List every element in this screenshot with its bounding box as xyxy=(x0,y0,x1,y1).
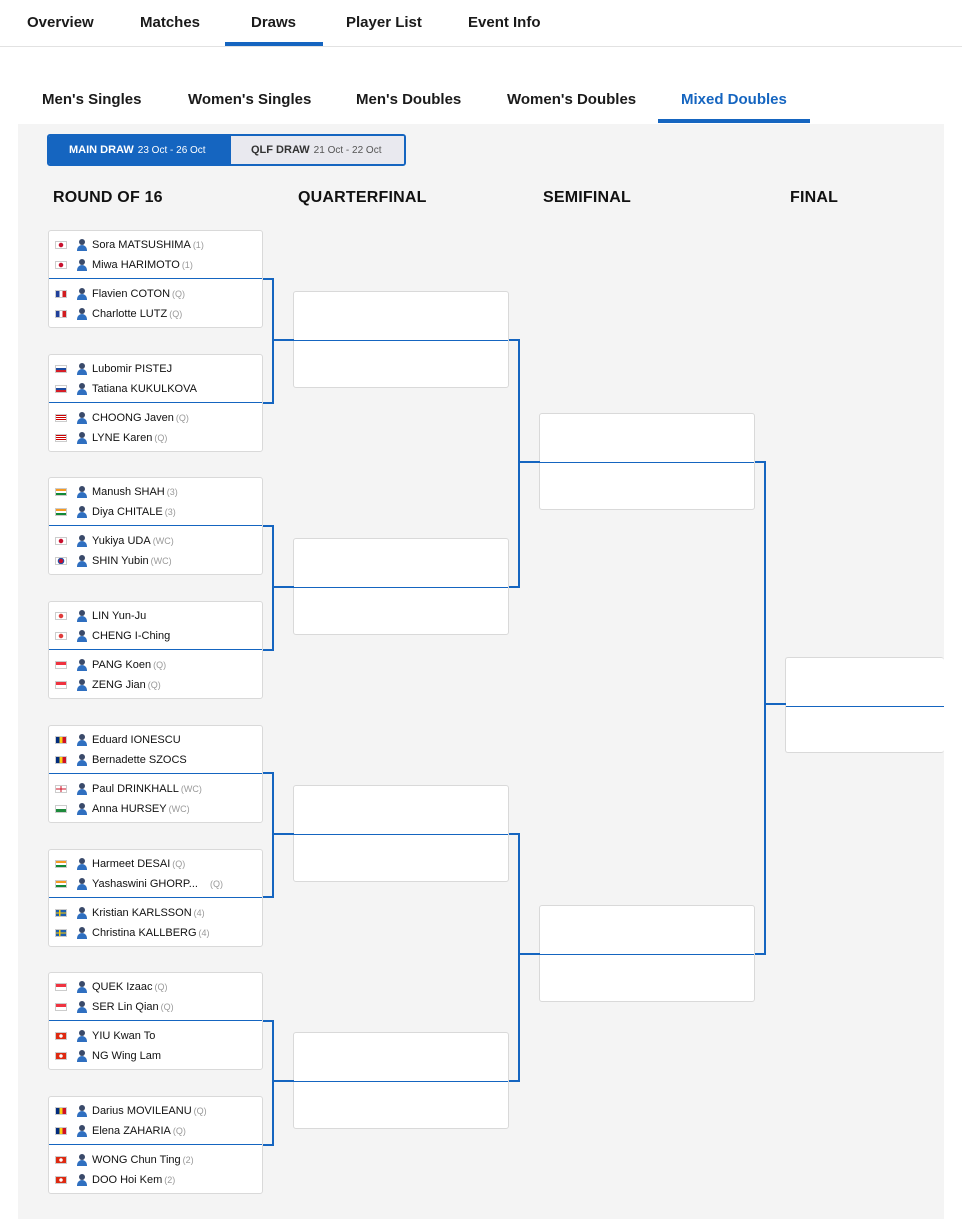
player-avatar-icon xyxy=(77,907,87,919)
player-row[interactable] xyxy=(49,750,262,770)
player-avatar-icon xyxy=(77,383,87,395)
card-divider xyxy=(49,525,262,526)
bracket-connector xyxy=(272,339,294,341)
flag-icon xyxy=(55,756,67,764)
bracket-connector xyxy=(518,953,540,955)
player-row[interactable] xyxy=(49,235,262,255)
card-divider xyxy=(49,402,262,403)
round-of-16-match-3[interactable] xyxy=(48,477,263,575)
player-row[interactable] xyxy=(49,482,262,502)
flag-icon xyxy=(55,557,67,565)
player-avatar-icon xyxy=(77,308,87,320)
round-of-16-match-6[interactable] xyxy=(48,849,263,947)
quarterfinal-match-3[interactable] xyxy=(293,785,509,882)
player-row[interactable] xyxy=(49,655,262,675)
flag-icon xyxy=(55,508,67,516)
player-name: Bernadette SZOCS xyxy=(92,754,187,766)
player-row[interactable] xyxy=(49,997,262,1017)
team-top xyxy=(49,854,262,894)
player-row[interactable] xyxy=(49,626,262,646)
player-name: Charlotte LUTZ xyxy=(92,308,168,320)
player-seed: (WC) xyxy=(150,556,172,566)
player-avatar-icon xyxy=(77,610,87,622)
player-avatar-icon xyxy=(77,1154,87,1166)
player-avatar-icon xyxy=(77,239,87,251)
player-seed: (4) xyxy=(198,928,210,938)
flag-icon xyxy=(55,736,67,744)
player-name: Eduard IONESCU xyxy=(92,734,181,746)
player-name: PANG Koen xyxy=(92,659,152,671)
semifinal-match-2[interactable] xyxy=(539,905,755,1002)
flag-icon xyxy=(55,929,67,937)
player-name: CHENG I-Ching xyxy=(92,630,171,642)
main-draw-dates: 23 Oct - 26 Oct xyxy=(137,144,206,156)
player-avatar-icon xyxy=(77,803,87,815)
event-tabs xyxy=(0,80,962,124)
player-avatar-icon xyxy=(77,259,87,271)
flag-icon xyxy=(55,261,67,269)
team-bottom xyxy=(49,779,262,819)
quarterfinal-match-2[interactable] xyxy=(293,538,509,635)
flag-icon xyxy=(55,365,67,373)
player-row[interactable] xyxy=(49,779,262,799)
semifinal-match-1[interactable] xyxy=(539,413,755,510)
tab-mens-singles[interactable]: Men's Singles xyxy=(42,91,142,108)
player-row[interactable] xyxy=(49,284,262,304)
player-name: WONG Chun Ting xyxy=(92,1154,181,1166)
flag-icon xyxy=(55,860,67,868)
player-name: YIU Kwan To xyxy=(92,1030,156,1042)
bracket-connector xyxy=(272,525,274,651)
tab-mixed-doubles[interactable]: Mixed Doubles xyxy=(681,91,787,108)
flag-icon xyxy=(55,1107,67,1115)
player-row[interactable] xyxy=(49,1170,262,1190)
main-draw-label: MAIN DRAW xyxy=(69,144,134,156)
player-name: Miwa HARIMOTO xyxy=(92,259,180,271)
player-avatar-icon xyxy=(77,506,87,518)
player-row[interactable] xyxy=(49,977,262,997)
player-avatar-icon xyxy=(77,1105,87,1117)
player-name: Anna HURSEY xyxy=(92,803,167,815)
player-avatar-icon xyxy=(77,486,87,498)
team-bottom xyxy=(49,655,262,695)
flag-icon xyxy=(55,1003,67,1011)
player-seed: (2) xyxy=(182,1155,194,1165)
bracket-connector xyxy=(518,833,520,1082)
tab-womens-singles[interactable]: Women's Singles xyxy=(188,91,312,108)
player-avatar-icon xyxy=(77,1174,87,1186)
player-seed: (3) xyxy=(164,507,176,517)
player-seed: (Q) xyxy=(147,680,161,690)
player-row[interactable] xyxy=(49,408,262,428)
player-avatar-icon xyxy=(77,1001,87,1013)
player-avatar-icon xyxy=(77,1030,87,1042)
player-seed: (WC) xyxy=(152,536,174,546)
flag-icon xyxy=(55,241,67,249)
player-seed: (Q) xyxy=(169,309,183,319)
round-of-16-match-4[interactable] xyxy=(48,601,263,699)
player-row[interactable] xyxy=(49,304,262,324)
player-name: SER Lin Qian xyxy=(92,1001,159,1013)
player-name: Yukiya UDA xyxy=(92,535,151,547)
bracket-connector xyxy=(272,833,294,835)
player-name: LIN Yun-Ju xyxy=(92,610,147,622)
player-name: Yashaswini GHORP... xyxy=(92,878,198,890)
player-seed: (4) xyxy=(193,908,205,918)
player-avatar-icon xyxy=(77,858,87,870)
player-avatar-icon xyxy=(77,927,87,939)
player-seed: (Q) xyxy=(209,879,223,889)
flag-icon xyxy=(55,310,67,318)
player-avatar-icon xyxy=(77,432,87,444)
player-seed: (1) xyxy=(192,240,204,250)
round-of-16-match-7[interactable] xyxy=(48,972,263,1070)
flag-icon xyxy=(55,1032,67,1040)
bracket-connector xyxy=(518,461,540,463)
player-row[interactable] xyxy=(49,730,262,750)
bracket-connector xyxy=(764,461,766,955)
player-avatar-icon xyxy=(77,679,87,691)
flag-icon xyxy=(55,1176,67,1184)
team-bottom xyxy=(49,284,262,324)
player-row[interactable] xyxy=(49,551,262,571)
round-title-r16: ROUND OF 16 xyxy=(53,189,163,206)
round-title-sf: SEMIFINAL xyxy=(543,189,632,206)
card-divider xyxy=(49,773,262,774)
player-name: Lubomir PISTEJ xyxy=(92,363,173,375)
player-seed: (Q) xyxy=(193,1106,207,1116)
player-seed: (Q) xyxy=(175,413,189,423)
card-divider xyxy=(49,1144,262,1145)
player-name: LYNE Karen xyxy=(92,432,153,444)
player-name: SHIN Yubin xyxy=(92,555,149,567)
bracket-connector xyxy=(272,1020,274,1146)
flag-icon xyxy=(55,612,67,620)
flag-icon xyxy=(55,290,67,298)
main-draw-button[interactable] xyxy=(49,136,231,164)
player-seed: (Q) xyxy=(154,982,168,992)
top-nav xyxy=(0,0,962,47)
flag-icon xyxy=(55,661,67,669)
player-name: Kristian KARLSSON xyxy=(92,907,192,919)
qlf-draw-label: QLF DRAW xyxy=(251,144,310,156)
round-of-16-match-5[interactable] xyxy=(48,725,263,823)
player-avatar-icon xyxy=(77,878,87,890)
card-divider xyxy=(49,649,262,650)
player-row[interactable] xyxy=(49,854,262,874)
tab-draws[interactable]: Draws xyxy=(251,14,297,31)
player-avatar-icon xyxy=(77,288,87,300)
player-name: Manush SHAH xyxy=(92,486,165,498)
flag-icon xyxy=(55,983,67,991)
player-name: Darius MOVILEANU xyxy=(92,1105,192,1117)
player-name: Sora MATSUSHIMA xyxy=(92,239,191,251)
player-avatar-icon xyxy=(77,981,87,993)
tab-mens-doubles[interactable]: Men's Doubles xyxy=(356,91,462,108)
team-bottom xyxy=(49,408,262,448)
player-row[interactable] xyxy=(49,874,262,894)
flag-icon xyxy=(55,488,67,496)
team-bottom xyxy=(49,531,262,571)
flag-icon xyxy=(55,681,67,689)
flag-icon xyxy=(55,1156,67,1164)
team-bottom xyxy=(49,1026,262,1066)
card-divider xyxy=(49,278,262,279)
team-top xyxy=(49,730,262,770)
bracket-connector xyxy=(272,278,274,404)
player-avatar-icon xyxy=(77,630,87,642)
player-name: QUEK Izaac xyxy=(92,981,153,993)
player-row[interactable] xyxy=(49,1046,262,1066)
player-name: Flavien COTON xyxy=(92,288,171,300)
player-seed: (Q) xyxy=(153,660,167,670)
active-tab-indicator xyxy=(225,42,323,46)
player-name: NG Wing Lam xyxy=(92,1050,162,1062)
round-of-16-match-2[interactable] xyxy=(48,354,263,452)
quarterfinal-match-4[interactable] xyxy=(293,1032,509,1129)
tab-player-list[interactable]: Player List xyxy=(346,14,422,31)
player-row[interactable] xyxy=(49,675,262,695)
team-top xyxy=(49,606,262,646)
player-avatar-icon xyxy=(77,1050,87,1062)
flag-icon xyxy=(55,632,67,640)
player-name: Christina KALLBERG xyxy=(92,927,197,939)
bracket-connector xyxy=(272,1080,294,1082)
team-top xyxy=(49,977,262,1017)
player-avatar-icon xyxy=(77,734,87,746)
flag-icon xyxy=(55,1127,67,1135)
player-avatar-icon xyxy=(77,1125,87,1137)
player-seed: (3) xyxy=(166,487,178,497)
quarterfinal-match-1[interactable] xyxy=(293,291,509,388)
team-top xyxy=(49,482,262,522)
player-row[interactable] xyxy=(49,923,262,943)
final-match[interactable] xyxy=(785,657,944,753)
bracket-connector xyxy=(518,339,520,588)
player-row[interactable] xyxy=(49,903,262,923)
team-top xyxy=(49,359,262,399)
player-avatar-icon xyxy=(77,783,87,795)
flag-icon xyxy=(55,385,67,393)
player-avatar-icon xyxy=(77,555,87,567)
qlf-draw-button[interactable] xyxy=(231,136,404,164)
flag-icon xyxy=(55,805,67,813)
flag-icon xyxy=(55,1052,67,1060)
qlf-draw-dates: 21 Oct - 22 Oct xyxy=(313,144,382,156)
bracket-connector xyxy=(764,703,786,705)
player-name: Tatiana KUKULKOVA xyxy=(92,383,197,395)
active-subtab-indicator xyxy=(658,119,810,123)
player-seed: (WC) xyxy=(180,784,202,794)
player-row[interactable] xyxy=(49,1026,262,1046)
player-row[interactable] xyxy=(49,1121,262,1141)
round-title-qf: QUARTERFINAL xyxy=(298,189,427,206)
tab-womens-doubles[interactable]: Women's Doubles xyxy=(507,91,637,108)
player-row[interactable] xyxy=(49,799,262,819)
round-of-16-match-1[interactable] xyxy=(48,230,263,328)
flag-icon xyxy=(55,414,67,422)
player-seed: (Q) xyxy=(172,859,186,869)
player-row[interactable] xyxy=(49,1150,262,1170)
team-top xyxy=(49,235,262,275)
player-row[interactable] xyxy=(49,531,262,551)
player-seed: (Q) xyxy=(172,1126,186,1136)
player-avatar-icon xyxy=(77,535,87,547)
tab-overview[interactable]: Overview xyxy=(27,14,94,31)
player-name: ZENG Jian xyxy=(92,679,146,691)
flag-icon xyxy=(55,434,67,442)
player-name: Elena ZAHARIA xyxy=(92,1125,171,1137)
player-name: Harmeet DESAI xyxy=(92,858,171,870)
player-avatar-icon xyxy=(77,754,87,766)
player-row[interactable] xyxy=(49,255,262,275)
bracket-connector xyxy=(272,586,294,588)
player-seed: (Q) xyxy=(160,1002,174,1012)
player-name: Paul DRINKHALL xyxy=(92,783,179,795)
round-of-16-match-8[interactable] xyxy=(48,1096,263,1194)
player-avatar-icon xyxy=(77,363,87,375)
bracket-connector xyxy=(272,772,274,898)
flag-icon xyxy=(55,909,67,917)
player-avatar-icon xyxy=(77,659,87,671)
tab-matches[interactable]: Matches xyxy=(140,14,201,31)
card-divider xyxy=(49,897,262,898)
player-avatar-icon xyxy=(77,412,87,424)
flag-icon xyxy=(55,785,67,793)
tab-event-info[interactable]: Event Info xyxy=(468,14,541,31)
player-row[interactable] xyxy=(49,502,262,522)
draw-toggle xyxy=(47,134,406,166)
flag-icon xyxy=(55,537,67,545)
flag-icon xyxy=(55,880,67,888)
team-top xyxy=(49,1101,262,1141)
player-name: Diya CHITALE xyxy=(92,506,163,518)
player-row[interactable] xyxy=(49,428,262,448)
player-row[interactable] xyxy=(49,606,262,626)
player-seed: (Q) xyxy=(172,289,186,299)
team-bottom xyxy=(49,903,262,943)
player-row[interactable] xyxy=(49,379,262,399)
player-name: CHOONG Javen xyxy=(92,412,174,424)
player-row[interactable] xyxy=(49,1101,262,1121)
team-bottom xyxy=(49,1150,262,1190)
round-title-final: FINAL xyxy=(790,189,839,206)
card-divider xyxy=(49,1020,262,1021)
player-row[interactable] xyxy=(49,359,262,379)
player-seed: (Q) xyxy=(154,433,168,443)
player-seed: (WC) xyxy=(168,804,190,814)
player-seed: (1) xyxy=(181,260,193,270)
player-seed: (2) xyxy=(164,1175,176,1185)
player-name: DOO Hoi Kem xyxy=(92,1174,163,1186)
